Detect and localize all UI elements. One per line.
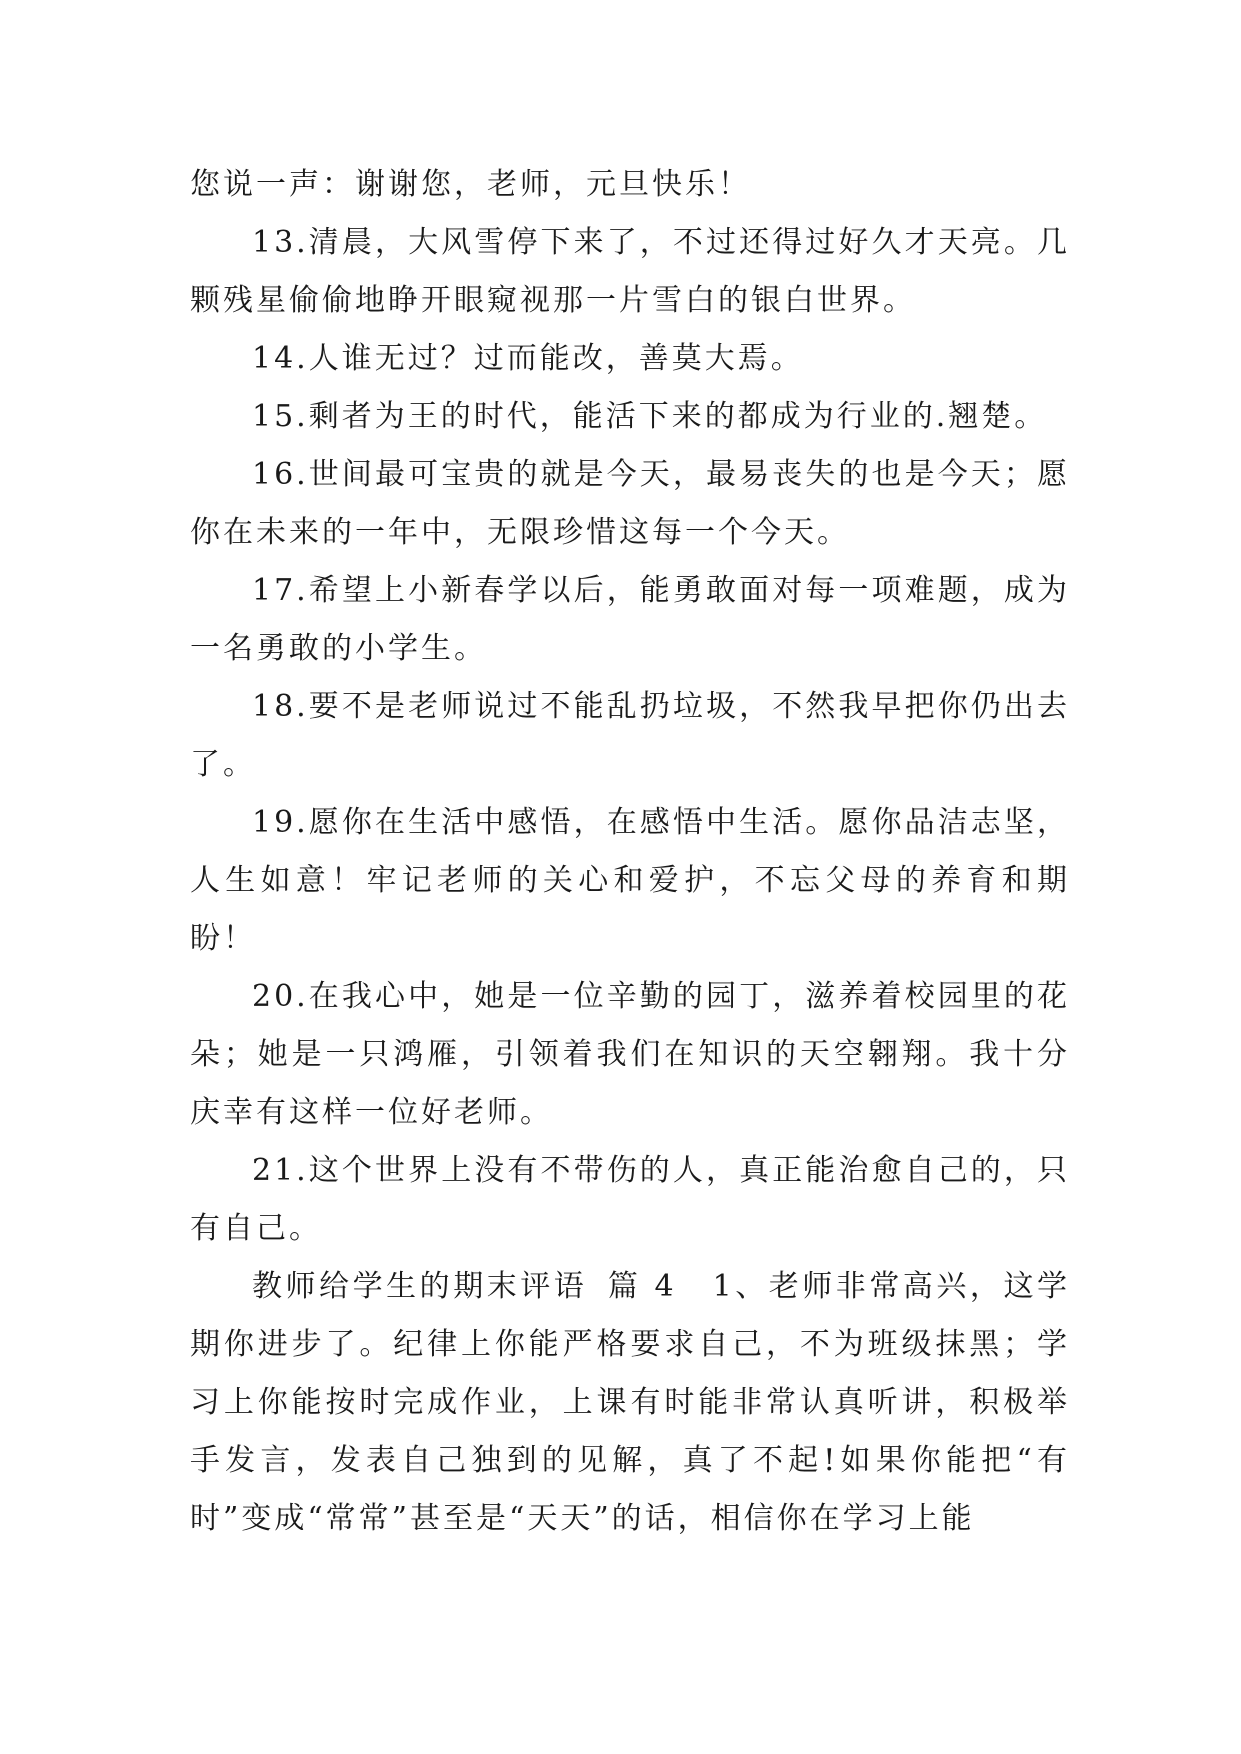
paragraph-16: 16.世间最可宝贵的就是今天，最易丧失的也是今天；愿你在未来的一年中，无限珍惜这每一个今天。 — [190, 457, 1070, 550]
section-heading: 教师给学生的期末评语 — [252, 1269, 588, 1304]
section-part-label: 篇 4 — [607, 1269, 677, 1304]
section-paragraph — [190, 1258, 1070, 1548]
paragraph-14: 14.人谁无过？过而能改，善莫大焉。 — [252, 341, 804, 376]
paragraph-18: 18.要不是老师说过不能乱扔垃圾，不然我早把你仍出去了。 — [190, 689, 1070, 782]
paragraph-20: 20.在我心中，她是一位辛勤的园丁，滋养着校园里的花朵；她是一只鸿雁，引领着我们在知识的天空翱翔。我十分庆幸有这样一位好老师。 — [190, 979, 1070, 1130]
paragraph-19: 19.愿你在生活中感悟，在感悟中生活。愿你品洁志坚，人生如意！牢记老师的关心和爱护，不忘父母的养育和期盼！ — [190, 805, 1070, 956]
document-body — [190, 156, 1070, 1548]
paragraph-15: 15.剩者为王的时代，能活下来的都成为行业的.翘楚。 — [252, 399, 1048, 434]
paragraph-21: 21.这个世界上没有不带伤的人，真正能治愈自己的，只有自己。 — [190, 1153, 1070, 1246]
paragraph-13: 13.清晨，大风雪停下来了，不过还得过好久才天亮。几颗残星偷偷地睁开眼窥视那一片雪白的银白世界。 — [190, 225, 1070, 318]
paragraph-continued: 您说一声：谢谢您，老师，元旦快乐！ — [190, 167, 751, 202]
paragraph-17: 17.希望上小新春学以后，能勇敢面对每一项难题，成为一名勇敢的小学生。 — [190, 573, 1070, 666]
section-body-text: 1、老师非常高兴，这学期你进步了。纪律上你能严格要求自己，不为班级抹黑；学习上你能按时完成作业，上课有时能非常认真听讲，积极举手发言，发表自己独到的见解，真了不起!如果你能把“有时”变成“常常”甚至是“天天”的话，相信你在学习上能 — [190, 1269, 1071, 1536]
